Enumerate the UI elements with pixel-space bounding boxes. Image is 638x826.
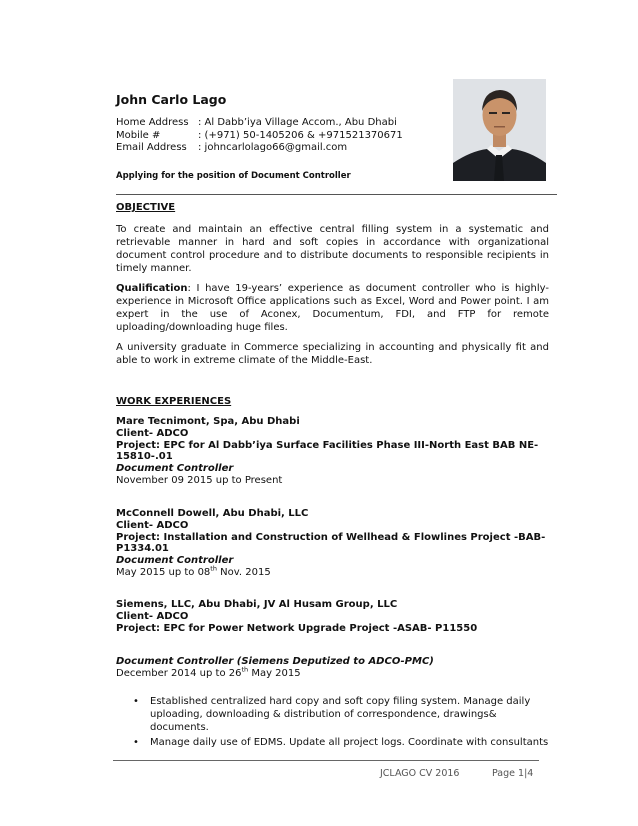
list-item-text: Manage daily use of EDMS. Update all project logs. Coordinate with consultants — [150, 737, 549, 748]
work-experiences-heading: WORK EXPERIENCES — [116, 396, 232, 407]
footer-page-number: Page 1|4 — [492, 768, 534, 779]
job-company: Mare Tecnimont, Spa, Abu Dhabi — [116, 416, 300, 427]
job-company: McConnell Dowell, Abu Dhabi, LLC — [116, 508, 309, 519]
job-role: Document Controller — [116, 463, 234, 475]
period-ordinal: th — [210, 564, 217, 573]
contact-value: : (+971) 50-1405206 & +971521370671 — [198, 129, 403, 141]
education-paragraph: A university graduate in Commerce specializing in accounting and physically fit and able to work in extreme climate of the Middle-East. — [116, 342, 549, 366]
job-period — [116, 564, 549, 579]
job-client: Client- ADCO — [116, 427, 189, 439]
job-entry — [116, 508, 549, 579]
bullet-icon: • — [133, 737, 139, 748]
header-divider — [116, 194, 557, 195]
job-role-block — [116, 656, 549, 680]
contact-label: Email Address — [116, 142, 187, 153]
job-project: Project: EPC for Power Network Upgrade Project -ASAB- P11550 — [116, 622, 478, 634]
footer-divider — [113, 760, 539, 761]
period-text-end: Nov. 2015 — [216, 566, 271, 578]
contact-block — [116, 117, 403, 155]
duties-list — [133, 695, 553, 751]
contact-value: : Al Dabb’iya Village Accom., Abu Dhabi — [198, 117, 397, 128]
contact-label: Mobile # — [116, 129, 161, 141]
contact-label: Home Address — [116, 117, 189, 128]
job-period: November 09 2015 up to Present — [116, 474, 283, 486]
period-ordinal: th — [241, 665, 249, 674]
period-text-end: May 2015 — [248, 667, 301, 679]
job-client: Client- ADCO — [116, 519, 189, 531]
job-role: Document Controller — [116, 555, 234, 567]
job-company: Siemens, LLC, Abu Dhabi, JV Al Husam Group, LLC — [116, 599, 398, 610]
job-client: Client- ADCO — [116, 610, 189, 622]
qualification-label: Qualification — [116, 283, 188, 294]
list-item — [133, 736, 553, 749]
job-entry — [116, 599, 549, 634]
qualification-text: : I have 19-years’ experience as document controller who is highly-experience in Microsoft Office applications such as Excel, Word and Power point. I am expert in the use of Aconex, Documentum, FDI, and FTP for remote uploading/downloading huge files. — [116, 283, 549, 333]
footer-doc-id: JCLAGO CV 2016 — [380, 768, 460, 779]
bullet-icon: • — [133, 696, 139, 707]
contact-row-mobile — [116, 130, 403, 143]
list-item-text: Established centralized hard copy and soft copy filing system. Manage daily uploading, downloading & distribution of correspondence, drawings& documents. — [150, 696, 531, 733]
profile-photo — [453, 79, 546, 181]
job-project: Project: EPC for Al Dabb’iya Surface Facilities Phase III-North East BAB NE-15810-.01 — [116, 439, 539, 463]
list-item — [133, 695, 553, 734]
job-period — [116, 665, 549, 680]
objective-paragraph: To create and maintain an effective central filling system in a systematic and retrievable manner in hard and soft copies in accordance with organizational document control procedure and to distribute documents to responsible recipients in timely manner. — [116, 224, 549, 274]
contact-value: : johncarlolago66@gmail.com — [198, 142, 348, 153]
applying-line: Applying for the position of Document Controller — [116, 171, 351, 181]
period-text: May 2015 up to 08 — [116, 566, 211, 578]
qualification-paragraph — [116, 282, 549, 334]
job-project: Project: Installation and Construction of Wellhead & Flowlines Project -BAB-P1334.01 — [116, 531, 546, 555]
contact-row-email — [116, 142, 403, 155]
period-text: December 2014 up to 26 — [116, 667, 242, 679]
contact-row-address — [116, 117, 403, 130]
objective-heading: OBJECTIVE — [116, 202, 176, 213]
job-role: Document Controller (Siemens Deputized to ADCO-PMC) — [116, 656, 434, 667]
job-entry — [116, 416, 549, 487]
candidate-name: John Carlo Lago — [116, 92, 227, 107]
